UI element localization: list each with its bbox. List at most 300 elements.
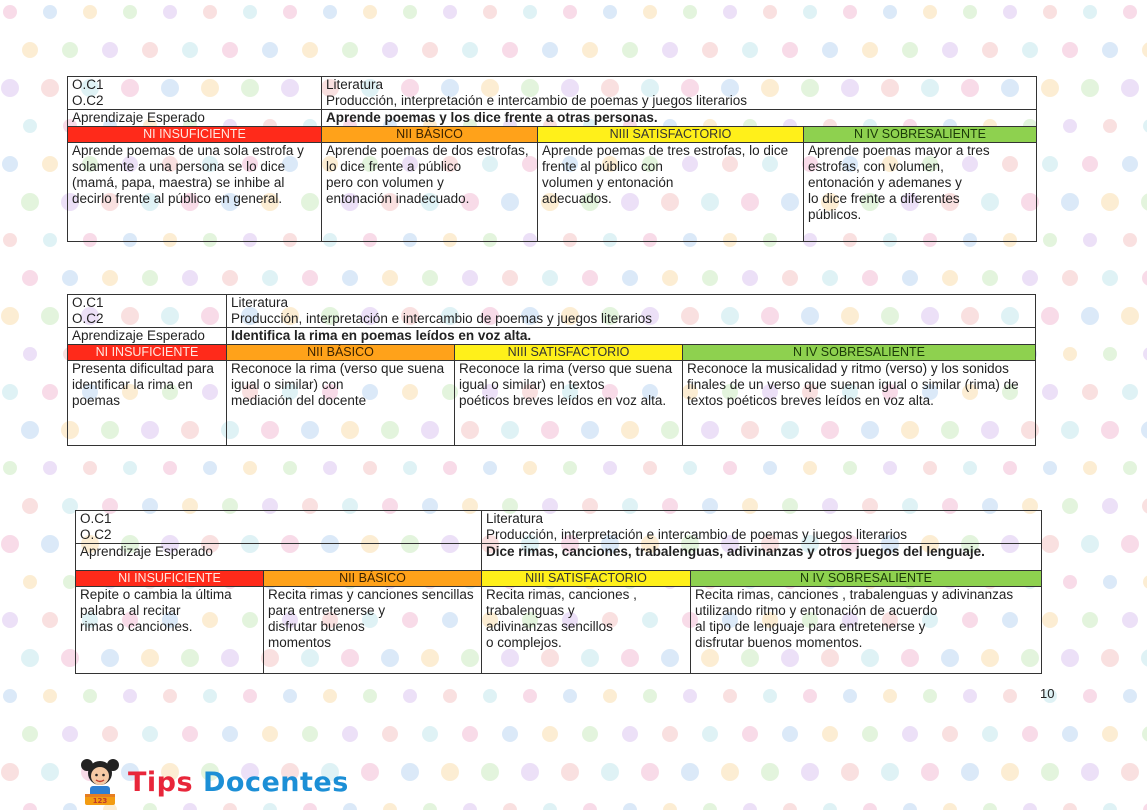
level-sobresaliente: N IV SOBRESALIENTE: [691, 571, 1042, 587]
background-dot: [702, 726, 718, 742]
background-dot: [23, 119, 37, 133]
background-dot: [3, 689, 17, 703]
background-dot: [1083, 233, 1097, 247]
desc-sobresaliente: Reconoce la musicalidad y ritmo (verso) y los sonidos finales de un verso que suenan igual o similar (rima) de textos poéticos breves leídos en voz alta.: [683, 361, 1036, 446]
background-dot: [1063, 575, 1077, 589]
background-dot: [1061, 193, 1079, 211]
background-dot: [1123, 5, 1137, 19]
background-dot: [483, 461, 497, 475]
background-dot: [441, 763, 459, 781]
background-dot: [982, 726, 998, 742]
background-dot: [641, 763, 659, 781]
background-dot: [342, 726, 358, 742]
desc-basico: Recita rimas y canciones sencillas para entretenerse y disfrutar buenos momentos: [264, 587, 482, 674]
background-dot: [862, 270, 878, 286]
background-dot: [363, 461, 377, 475]
oc2-label: O.C2: [72, 93, 104, 108]
background-dot: [1081, 535, 1099, 553]
background-dot: [1041, 763, 1059, 781]
oc2-label: O.C2: [72, 311, 104, 326]
background-dot: [703, 803, 717, 810]
background-dot: [403, 5, 417, 19]
background-dot: [383, 803, 397, 810]
oc1-label: O.C1: [80, 511, 112, 526]
background-dot: [662, 726, 678, 742]
background-dot: [622, 42, 638, 58]
desc-sobresaliente: Aprende poemas mayor a tres estrofas, con volumen, entonación y ademanes y lo dice frente a diferentes públicos.: [804, 143, 1037, 242]
background-dot: [1143, 803, 1147, 810]
background-dot: [323, 689, 337, 703]
background-dot: [902, 270, 918, 286]
background-dot: [843, 461, 857, 475]
background-dot: [822, 270, 838, 286]
background-dot: [401, 763, 419, 781]
background-dot: [1083, 689, 1097, 703]
level-insuficiente: NI INSUFICIENTE: [68, 345, 227, 361]
background-dot: [903, 803, 917, 810]
background-dot: [843, 689, 857, 703]
background-dot: [1001, 763, 1019, 781]
background-dot: [742, 726, 758, 742]
background-dot: [83, 689, 97, 703]
background-dot: [902, 726, 918, 742]
background-dot: [883, 461, 897, 475]
background-dot: [1003, 461, 1017, 475]
background-dot: [1103, 575, 1117, 589]
background-dot: [782, 726, 798, 742]
level-satisfactorio: NIII SATISFACTORIO: [538, 127, 804, 143]
background-dot: [1121, 307, 1139, 325]
background-dot: [462, 42, 478, 58]
level-basico: NII BÁSICO: [264, 571, 482, 587]
aprendizaje-label: Aprendizaje Esperado: [76, 544, 482, 571]
background-dot: [1143, 347, 1147, 361]
background-dot: [923, 689, 937, 703]
aprendizaje-label: Aprendizaje Esperado: [68, 328, 227, 345]
background-dot: [1042, 384, 1058, 400]
levels-row: [68, 345, 1036, 361]
background-dot: [182, 726, 198, 742]
background-dot: [1041, 535, 1059, 553]
background-dot: [22, 498, 38, 514]
oc2-label: O.C2: [80, 527, 112, 542]
background-dot: [1102, 42, 1118, 58]
background-dot: [1103, 803, 1117, 810]
background-dot: [423, 803, 437, 810]
oc1-label: O.C1: [72, 295, 104, 310]
background-dot: [543, 803, 557, 810]
background-dot: [542, 270, 558, 286]
background-dot: [1081, 763, 1099, 781]
desc-insuficiente: Repite o cambia la última palabra al recitar rimas o canciones.: [76, 587, 264, 674]
background-dot: [623, 803, 637, 810]
background-dot: [382, 726, 398, 742]
background-dot: [43, 461, 57, 475]
background-dot: [1062, 42, 1078, 58]
background-dot: [921, 763, 939, 781]
level-basico: NII BÁSICO: [227, 345, 455, 361]
level-satisfactorio: NIII SATISFACTORIO: [482, 571, 691, 587]
background-dot: [963, 5, 977, 19]
background-dot: [983, 803, 997, 810]
background-dot: [1042, 612, 1058, 628]
background-dot: [1141, 649, 1147, 667]
background-dot: [1101, 649, 1119, 667]
background-dot: [62, 726, 78, 742]
background-dot: [763, 5, 777, 19]
background-dot: [142, 270, 158, 286]
desc-insuficiente: Aprende poemas de una sola estrofa y solamente a una persona se lo dice (mamá, papa, maestra) se inhibe al decirlo frente al público en general.: [68, 143, 322, 242]
rubric-table-3: [75, 510, 1042, 674]
aprendizaje-esperado: Identifica la rima en poemas leídos en voz alta.: [227, 328, 1036, 345]
background-dot: [1043, 461, 1057, 475]
background-dot: [21, 421, 39, 439]
background-dot: [483, 689, 497, 703]
background-dot: [883, 689, 897, 703]
background-dot: [203, 5, 217, 19]
organizer-literatura: Literatura: [326, 77, 384, 92]
background-dot: [1102, 498, 1118, 514]
background-dot: [41, 79, 59, 97]
background-dot: [1063, 119, 1077, 133]
organizer-produccion: Producción, interpretación e intercambio de poemas y juegos literarios: [326, 93, 747, 108]
background-dot: [363, 5, 377, 19]
background-dot: [1061, 421, 1079, 439]
background-dot: [83, 5, 97, 19]
background-dot: [382, 270, 398, 286]
background-dot: [662, 42, 678, 58]
level-insuficiente: NI INSUFICIENTE: [76, 571, 264, 587]
background-dot: [203, 461, 217, 475]
desc-sobresaliente: Recita rimas, canciones , trabalenguas y adivinanzas utilizando ritmo y entonación de acuerdo al tipo de lenguaje para entretenerse y disfrutar buenos momentos.: [691, 587, 1042, 674]
organizer-literatura: Literatura: [486, 511, 544, 526]
level-sobresaliente: N IV SOBRESALIENTE: [683, 345, 1036, 361]
background-dot: [643, 5, 657, 19]
background-dot: [283, 5, 297, 19]
background-dot: [363, 689, 377, 703]
background-dot: [563, 461, 577, 475]
background-dot: [943, 803, 957, 810]
background-dot: [942, 726, 958, 742]
background-dot: [1121, 763, 1139, 781]
background-dot: [942, 42, 958, 58]
background-dot: [163, 461, 177, 475]
logo-word-docentes: Docentes: [202, 766, 349, 798]
background-dot: [302, 726, 318, 742]
background-dot: [123, 5, 137, 19]
background-dot: [222, 42, 238, 58]
background-dot: [803, 461, 817, 475]
background-dot: [761, 763, 779, 781]
background-dot: [1142, 270, 1147, 286]
background-dot: [1122, 156, 1138, 172]
background-dot: [523, 689, 537, 703]
background-dot: [422, 726, 438, 742]
background-dot: [43, 5, 57, 19]
background-dot: [1102, 270, 1118, 286]
aprendizaje-row: [68, 328, 1036, 345]
background-dot: [663, 803, 677, 810]
background-dot: [262, 270, 278, 286]
descriptions-row: [68, 361, 1036, 446]
background-dot: [41, 307, 59, 325]
background-dot: [102, 270, 118, 286]
background-dot: [1081, 307, 1099, 325]
desc-basico: Reconoce la rima (verso que suena igual o similar) con mediación del docente: [227, 361, 455, 446]
background-dot: [683, 689, 697, 703]
background-dot: [1122, 612, 1138, 628]
background-dot: [582, 726, 598, 742]
background-dot: [1022, 726, 1038, 742]
aprendizaje-esperado: Dice rimas, canciones, trabalenguas, adivinanzas y otros juegos del lenguaje.: [482, 544, 1042, 571]
background-dot: [1082, 384, 1098, 400]
background-dot: [683, 461, 697, 475]
background-dot: [422, 42, 438, 58]
background-dot: [523, 5, 537, 19]
background-dot: [1081, 79, 1099, 97]
background-dot: [3, 233, 17, 247]
background-dot: [1042, 156, 1058, 172]
background-dot: [43, 689, 57, 703]
background-dot: [62, 42, 78, 58]
level-insuficiente: NI INSUFICIENTE: [68, 127, 322, 143]
background-dot: [982, 270, 998, 286]
background-dot: [681, 763, 699, 781]
background-dot: [22, 42, 38, 58]
background-dot: [462, 726, 478, 742]
background-dot: [23, 803, 37, 810]
background-dot: [742, 42, 758, 58]
background-dot: [822, 726, 838, 742]
background-dot: [2, 156, 18, 172]
background-dot: [1082, 156, 1098, 172]
background-dot: [2, 612, 18, 628]
background-dot: [743, 803, 757, 810]
background-dot: [23, 575, 37, 589]
background-dot: [22, 270, 38, 286]
background-dot: [22, 726, 38, 742]
background-dot: [1022, 42, 1038, 58]
background-dot: [1141, 421, 1147, 439]
aprendizaje-esperado: Aprende poemas y los dice frente a otras personas.: [322, 110, 1037, 127]
descriptions-row: [76, 587, 1042, 674]
background-dot: [863, 803, 877, 810]
aprendizaje-row: [68, 110, 1037, 127]
background-dot: [21, 193, 39, 211]
background-dot: [841, 763, 859, 781]
background-dot: [923, 461, 937, 475]
background-dot: [102, 42, 118, 58]
background-dot: [561, 763, 579, 781]
background-dot: [702, 42, 718, 58]
background-dot: [902, 42, 918, 58]
desc-satisfactorio: Aprende poemas de tres estrofas, lo dice frente al público con volumen y entonación adecuados.: [538, 143, 804, 242]
background-dot: [803, 689, 817, 703]
oc-row: [76, 511, 1042, 544]
background-dot: [3, 5, 17, 19]
organizer-produccion: Producción, interpretación e intercambio de poemas y juegos literarios: [486, 527, 907, 542]
aprendizaje-label: Aprendizaje Esperado: [68, 110, 322, 127]
background-dot: [41, 763, 59, 781]
background-dot: [302, 270, 318, 286]
background-dot: [243, 461, 257, 475]
oc-values-cell: [482, 511, 1042, 544]
background-dot: [443, 689, 457, 703]
background-dot: [982, 42, 998, 58]
background-dot: [443, 461, 457, 475]
background-dot: [323, 461, 337, 475]
background-dot: [583, 803, 597, 810]
background-dot: [1082, 612, 1098, 628]
background-dot: [342, 42, 358, 58]
background-dot: [502, 42, 518, 58]
background-dot: [643, 689, 657, 703]
background-dot: [1, 763, 19, 781]
background-dot: [1041, 307, 1059, 325]
background-dot: [563, 5, 577, 19]
background-dot: [422, 270, 438, 286]
background-dot: [862, 42, 878, 58]
background-dot: [83, 461, 97, 475]
background-dot: [582, 270, 598, 286]
background-dot: [102, 726, 118, 742]
levels-row: [68, 127, 1037, 143]
background-dot: [142, 42, 158, 58]
background-dot: [723, 689, 737, 703]
background-dot: [521, 763, 539, 781]
rubric-table-1: [67, 76, 1037, 242]
logo-word-tips: Tips: [128, 766, 194, 798]
oc-row: [68, 295, 1036, 328]
background-dot: [803, 5, 817, 19]
background-dot: [483, 5, 497, 19]
desc-satisfactorio: Reconoce la rima (verso que suena igual o similar) en textos poéticos breves leídos en voz alta.: [455, 361, 683, 446]
background-dot: [1141, 193, 1147, 211]
background-dot: [243, 5, 257, 19]
svg-text:123: 123: [92, 797, 108, 805]
background-dot: [1023, 803, 1037, 810]
background-dot: [542, 726, 558, 742]
background-dot: [523, 461, 537, 475]
background-dot: [1123, 233, 1137, 247]
background-dot: [563, 689, 577, 703]
background-dot: [823, 803, 837, 810]
background-dot: [1083, 461, 1097, 475]
oc-values-cell: [227, 295, 1036, 328]
background-dot: [42, 384, 58, 400]
background-dot: [462, 270, 478, 286]
background-dot: [542, 42, 558, 58]
background-dot: [1, 307, 19, 325]
background-dot: [403, 461, 417, 475]
background-dot: [963, 689, 977, 703]
background-dot: [42, 156, 58, 172]
background-dot: [3, 461, 17, 475]
background-dot: [723, 461, 737, 475]
background-dot: [801, 763, 819, 781]
background-dot: [603, 461, 617, 475]
background-dot: [262, 726, 278, 742]
rubric-table-2: [67, 294, 1036, 446]
background-dot: [942, 270, 958, 286]
organizer-literatura: Literatura: [231, 295, 289, 310]
background-dot: [222, 270, 238, 286]
background-dot: [163, 5, 177, 19]
background-dot: [21, 649, 39, 667]
background-dot: [1121, 79, 1139, 97]
background-dot: [643, 461, 657, 475]
background-dot: [1101, 421, 1119, 439]
background-dot: [1063, 803, 1077, 810]
background-dot: [763, 461, 777, 475]
background-dot: [41, 535, 59, 553]
background-dot: [503, 803, 517, 810]
background-dot: [822, 42, 838, 58]
descriptions-row: [68, 143, 1037, 242]
oc1-label: O.C1: [72, 77, 104, 92]
oc-cell: [68, 77, 322, 110]
background-dot: [1061, 649, 1079, 667]
organizer-produccion: Producción, interpretación e intercambio de poemas y juegos literarios: [231, 311, 652, 326]
background-dot: [361, 763, 379, 781]
background-dot: [142, 726, 158, 742]
background-dot: [43, 233, 57, 247]
oc-cell: [76, 511, 482, 544]
background-dot: [283, 461, 297, 475]
background-dot: [601, 763, 619, 781]
background-dot: [702, 270, 718, 286]
background-dot: [1103, 119, 1117, 133]
background-dot: [382, 42, 398, 58]
background-dot: [742, 270, 758, 286]
background-dot: [1003, 5, 1017, 19]
oc-row: [68, 77, 1037, 110]
desc-basico: Aprende poemas de dos estrofas, lo dice frente a público pero con volumen y entonación inadecuado.: [322, 143, 538, 242]
logo-text: [128, 767, 349, 798]
background-dot: [481, 763, 499, 781]
background-dot: [622, 726, 638, 742]
background-dot: [243, 689, 257, 703]
background-dot: [1043, 233, 1057, 247]
background-dot: [42, 612, 58, 628]
background-dot: [763, 689, 777, 703]
background-dot: [782, 270, 798, 286]
levels-row: [76, 571, 1042, 587]
background-dot: [1083, 5, 1097, 19]
background-dot: [123, 689, 137, 703]
background-dot: [323, 5, 337, 19]
background-dot: [721, 763, 739, 781]
background-dot: [302, 42, 318, 58]
background-dot: [662, 270, 678, 286]
background-dot: [783, 803, 797, 810]
background-dot: [881, 763, 899, 781]
oc-cell: [68, 295, 227, 328]
background-dot: [1121, 535, 1139, 553]
background-dot: [1, 535, 19, 553]
background-dot: [961, 763, 979, 781]
background-dot: [1102, 726, 1118, 742]
background-dot: [342, 270, 358, 286]
background-dot: [2, 384, 18, 400]
background-dot: [1062, 498, 1078, 514]
background-dot: [603, 689, 617, 703]
background-dot: [883, 5, 897, 19]
background-dot: [1142, 498, 1147, 514]
background-dot: [222, 726, 238, 742]
background-dot: [862, 726, 878, 742]
background-dot: [443, 5, 457, 19]
